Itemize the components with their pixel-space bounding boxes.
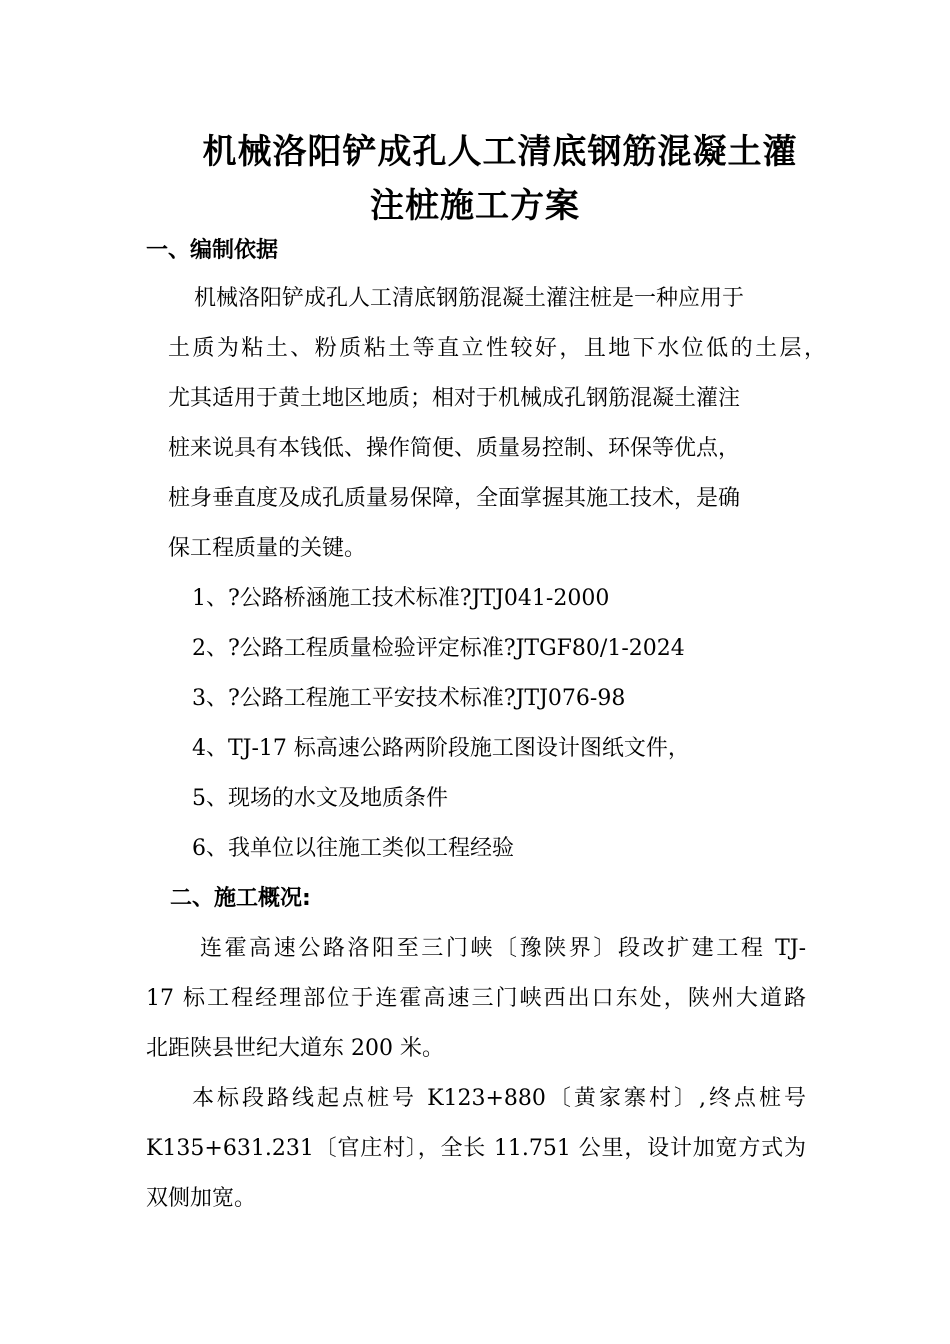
section-2-paragraph-line: 连霍高速公路洛阳至三门峡〔豫陕界〕段改扩建工程 TJ- xyxy=(200,936,806,961)
section-2-heading: 二、施工概况: xyxy=(170,886,311,911)
reference-item: 1、?公路桥涵施工技术标准?JTJ041-2000 xyxy=(192,586,610,611)
section-1-paragraph-line: 桩来说具有本钱低、操作简便、质量易控制、环保等优点， xyxy=(168,436,741,461)
document-title-line-1: 机械洛阳铲成孔人工清底钢筋混凝土灌 xyxy=(202,132,798,172)
document-title-line-2: 注桩施工方案 xyxy=(370,186,580,226)
section-1-paragraph-line: 机械洛阳铲成孔人工清底钢筋混凝土灌注桩是一种应用于 xyxy=(194,286,745,311)
reference-item: 3、?公路工程施工平安技术标准?JTJ076-98 xyxy=(192,686,626,711)
section-1-paragraph-line: 桩身垂直度及成孔质量易保障，全面掌握其施工技术，是确 xyxy=(168,486,741,511)
section-1-paragraph-line: 保工程质量的关键。 xyxy=(168,536,367,561)
section-2-paragraph-line: 17 标工程经理部位于连霍高速三门峡西出口东处，陕州大道路 xyxy=(146,986,806,1011)
reference-item: 4、TJ-17 标高速公路两阶段施工图设计图纸文件， xyxy=(192,736,690,761)
section-2-paragraph-line: 本标段路线起点桩号 K123+880〔黄家寨村〕,终点桩号 xyxy=(192,1086,806,1111)
section-2-paragraph-line: 北距陕县世纪大道东 200 米。 xyxy=(146,1036,444,1061)
section-1-heading: 一、编制依据 xyxy=(146,238,279,263)
section-1-paragraph-line: 尤其适用于黄土地区地质；相对于机械成孔钢筋混凝土灌注 xyxy=(168,386,741,411)
reference-item: 2、?公路工程质量检验评定标准?JTGF80/1-2024 xyxy=(192,636,685,661)
reference-item: 6、我单位以往施工类似工程经验 xyxy=(192,836,514,861)
section-2-paragraph-line: K135+631.231〔官庄村〕，全长 11.751 公里，设计加宽方式为 xyxy=(146,1136,806,1161)
section-1-paragraph-line: 土质为粘土、粉质粘土等直立性较好，且地下水位低的土层， xyxy=(168,336,826,361)
reference-item: 5、现场的水文及地质条件 xyxy=(192,786,448,811)
section-2-paragraph-line: 双侧加宽。 xyxy=(146,1186,257,1211)
